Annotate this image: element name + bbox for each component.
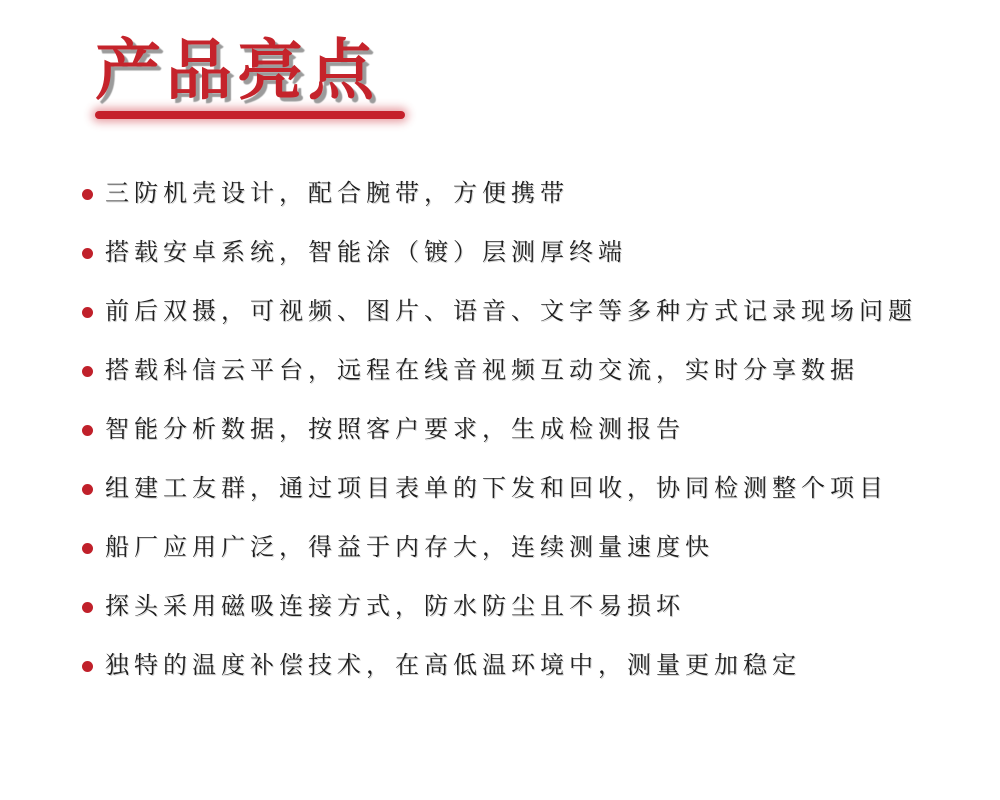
bullet-icon [82, 543, 93, 554]
bullet-icon [82, 484, 93, 495]
highlight-text: 搭载科信云平台，远程在线音视频互动交流，实时分享数据 [105, 357, 859, 385]
highlight-list [0, 179, 1000, 681]
title-block [95, 33, 1000, 107]
highlight-text: 智能分析数据，按照客户要求，生成检测报告 [105, 416, 685, 444]
list-item [82, 238, 960, 268]
list-item [82, 533, 960, 563]
product-highlights-page [0, 33, 1000, 800]
highlight-text: 探头采用磁吸连接方式，防水防尘且不易损坏 [105, 593, 685, 621]
bullet-icon [82, 602, 93, 613]
bullet-icon [82, 189, 93, 200]
page-title: 产品亮点 [95, 33, 379, 107]
list-item [82, 297, 960, 327]
highlight-text: 前后双摄，可视频、图片、语音、文字等多种方式记录现场问题 [105, 298, 917, 326]
bullet-icon [82, 248, 93, 259]
highlight-text: 组建工友群，通过项目表单的下发和回收，协同检测整个项目 [105, 475, 888, 503]
bullet-icon [82, 366, 93, 377]
highlight-text: 独特的温度补偿技术，在高低温环境中，测量更加稳定 [105, 652, 801, 680]
bullet-icon [82, 425, 93, 436]
list-item [82, 356, 960, 386]
title-underline [95, 111, 405, 119]
bullet-icon [82, 661, 93, 672]
list-item [82, 592, 960, 622]
bullet-icon [82, 307, 93, 318]
list-item [82, 179, 960, 209]
highlight-text: 船厂应用广泛，得益于内存大，连续测量速度快 [105, 534, 714, 562]
highlight-text: 三防机壳设计，配合腕带，方便携带 [105, 180, 569, 208]
list-item [82, 415, 960, 445]
highlight-text: 搭载安卓系统，智能涂（镀）层测厚终端 [105, 239, 627, 267]
list-item [82, 651, 960, 681]
list-item [82, 474, 960, 504]
